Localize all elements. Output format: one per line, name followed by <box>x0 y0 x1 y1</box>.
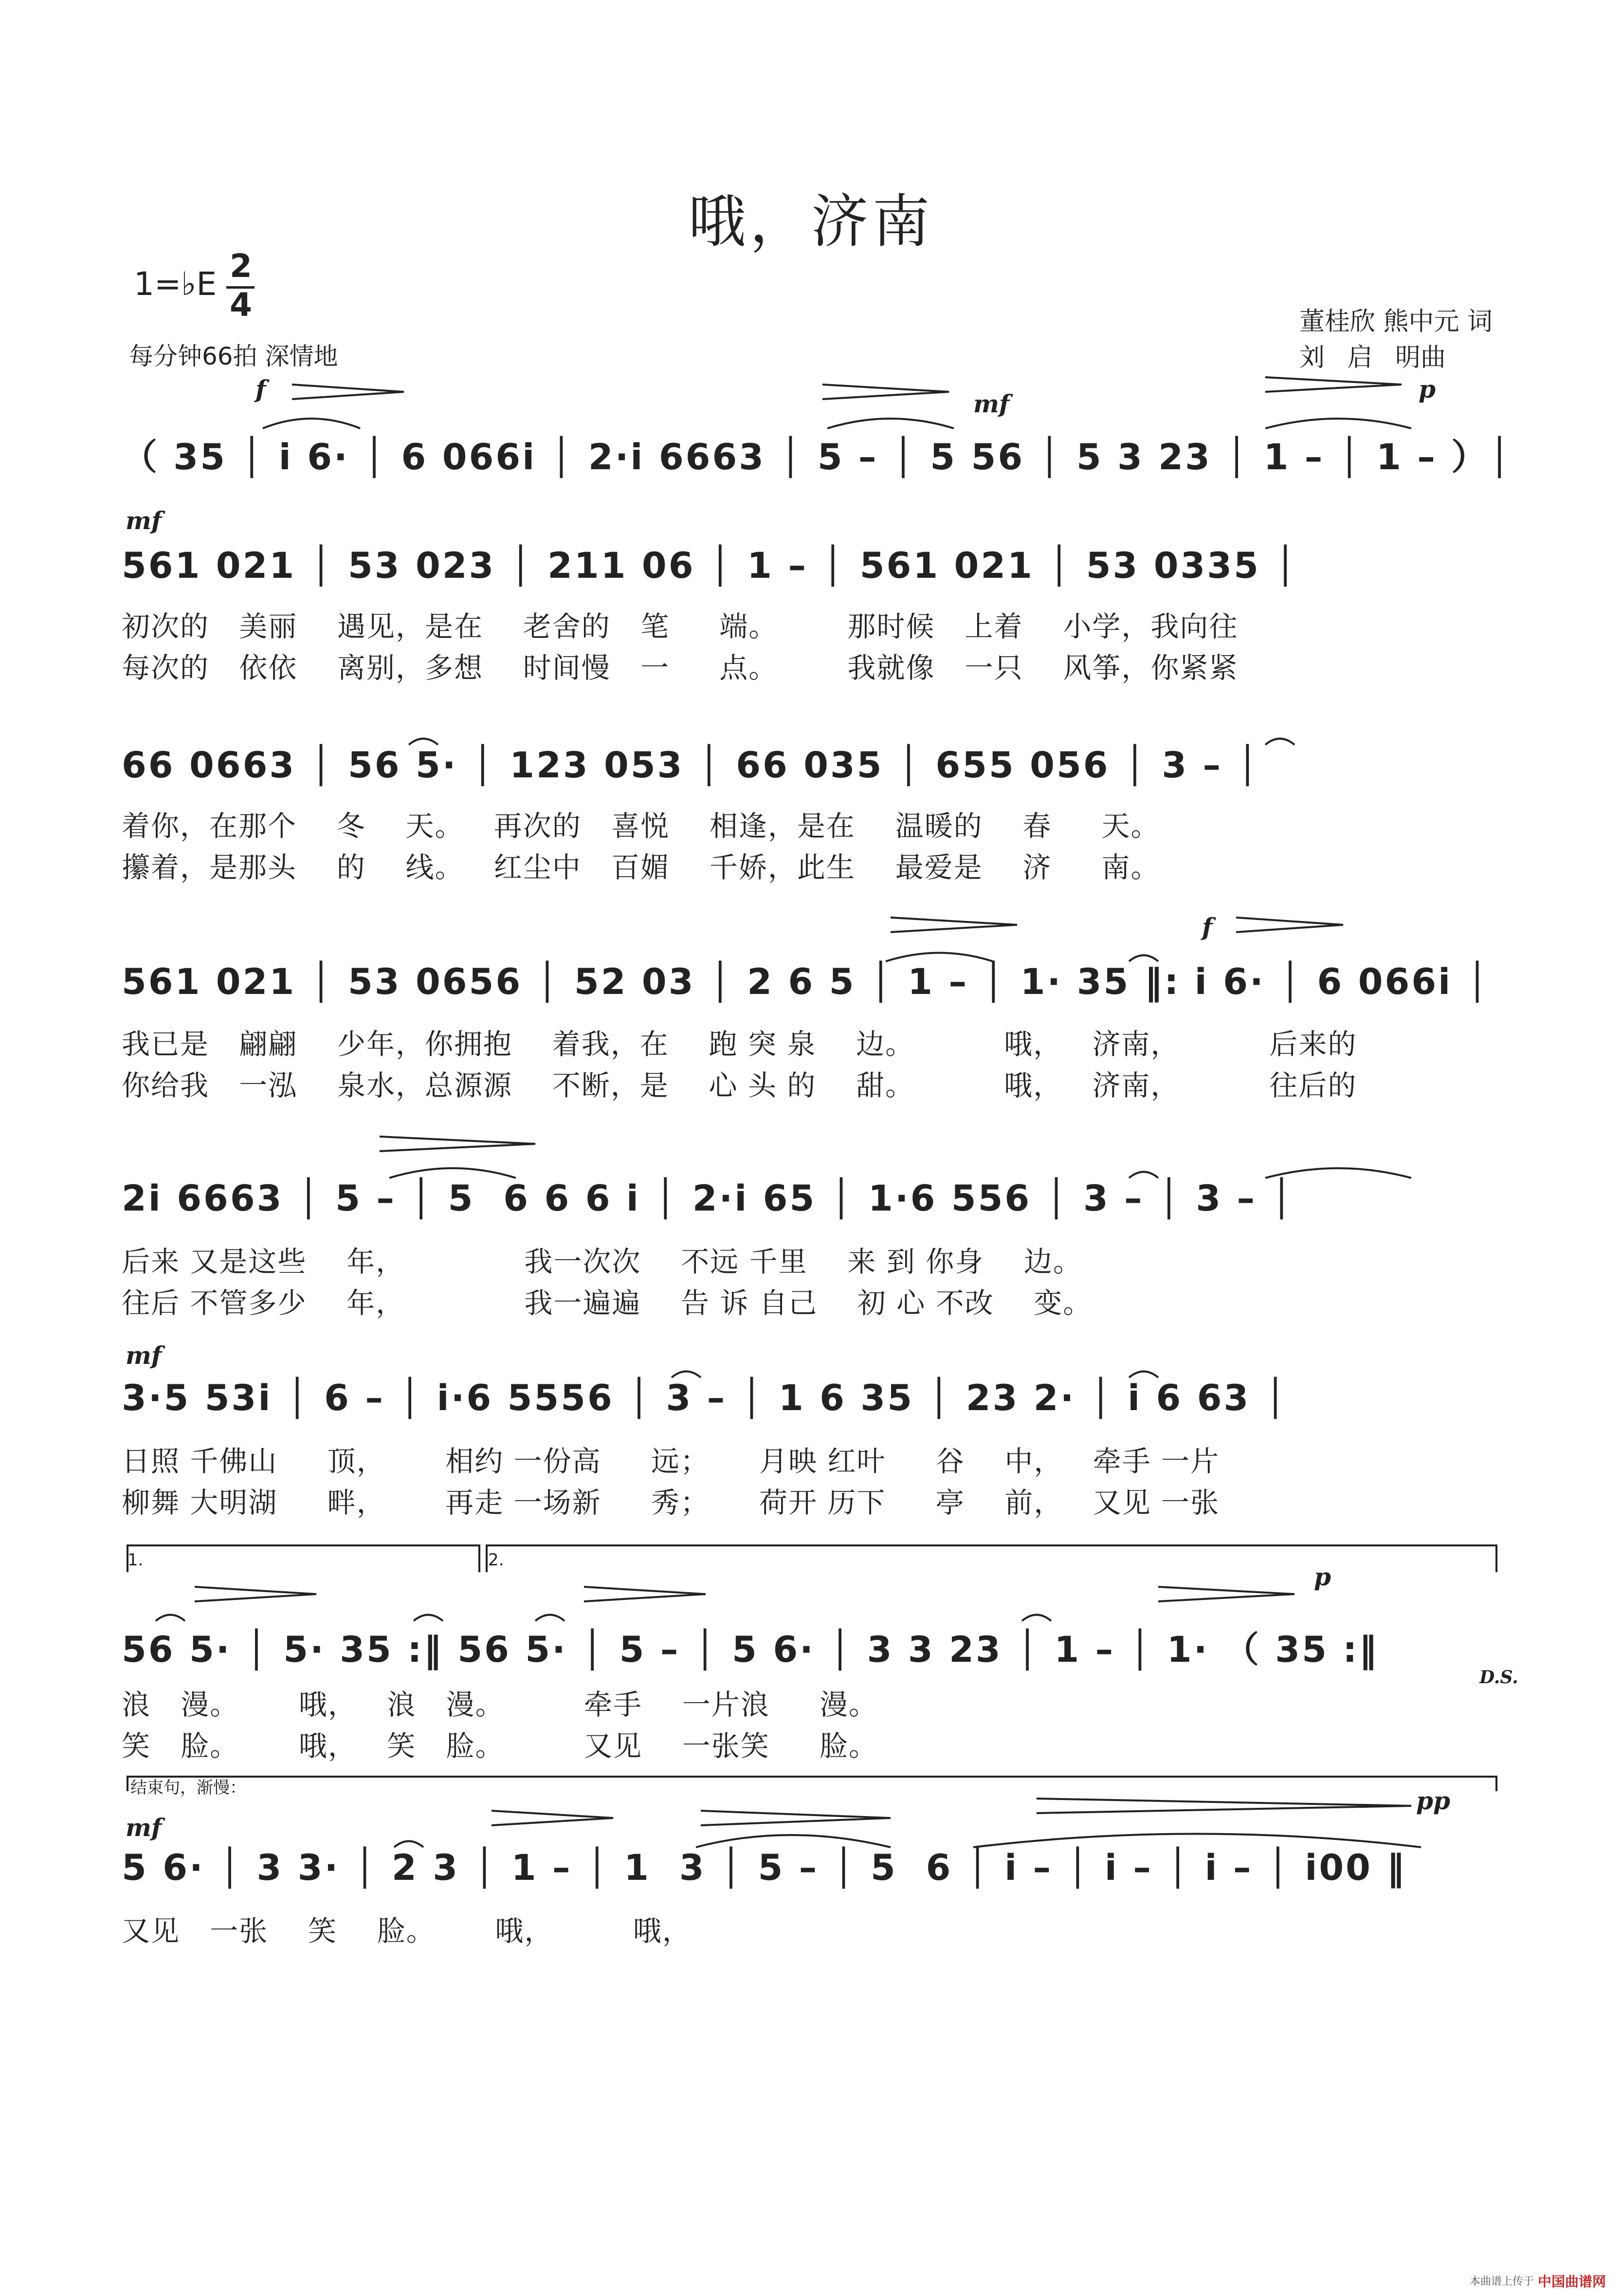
score-line-4: 561 021 │ 53 0656 │ 52 03 │ 2 6 5 │ 1 – │ 1· 35 ‖: i 6· │ 6 066i │ <box>122 961 1490 1003</box>
volta-first-label: 1. <box>128 1550 144 1570</box>
slur <box>1129 955 1158 962</box>
decrescendo-hairpin <box>1158 1587 1294 1601</box>
decrescendo-hairpin <box>1236 918 1343 932</box>
ds-marking: D.S. <box>1479 1667 1518 1688</box>
slur <box>263 419 360 428</box>
slur <box>1265 739 1294 745</box>
lyric-line-7-verse-2: 笑 脸。 哦， 笑 脸。 又见 一张笑 脸。 <box>122 1729 878 1763</box>
dynamic-marking: f <box>1202 913 1213 941</box>
slur <box>414 1615 443 1621</box>
dynamic-marking: mf <box>126 1341 162 1370</box>
slur <box>1265 419 1411 428</box>
slur <box>973 1834 1421 1848</box>
lyric-line-5-verse-1: 后来 又是这些 年， 我一次次 不远 千里 来 到 你身 边。 <box>122 1245 1082 1278</box>
decrescendo-hairpin <box>292 385 404 399</box>
footer-note: 本曲谱上传于 <box>1470 2276 1534 2288</box>
dynamic-marking: mf <box>126 506 162 535</box>
lyricist-credit: 董桂欣 熊中元 词 <box>1299 307 1493 336</box>
score-line-8: 5 6· │ 3 3· │ 2 3 │ 1 – │ 1 3 │ 5 – │ 5 6 │ i – │ i – │ i – │ i00 ‖ <box>122 1847 1406 1889</box>
dynamic-marking: mf <box>973 389 1010 418</box>
key-signature: 1=♭E <box>134 265 217 303</box>
dynamic-marking: mf <box>126 1813 162 1842</box>
time-signature-numerator: 2 <box>230 247 252 285</box>
decrescendo-hairpin <box>492 1811 613 1825</box>
volta-second-label: 2. <box>488 1550 504 1570</box>
lyric-line-2-verse-1: 初次的 美丽 遇见，是在 老舍的 笔 端。 那时候 上着 小学，我向往 <box>122 610 1239 643</box>
tempo-marking: 每分钟66拍 深情地 <box>129 342 338 370</box>
score-line-2: 561 021 │ 53 023 │ 211 06 │ 1 – │ 561 021 │ 53 0335 │ <box>122 545 1298 587</box>
page-title: 哦，济南 <box>688 188 934 255</box>
site-logo: 中国曲谱网 <box>1538 2274 1606 2290</box>
time-signature-denominator: 4 <box>230 286 252 324</box>
decrescendo-hairpin <box>822 385 949 399</box>
slur <box>1129 1372 1158 1378</box>
decrescendo-hairpin <box>195 1587 316 1601</box>
composer-credit: 刘 启 明曲 <box>1299 343 1446 372</box>
slur <box>886 953 993 962</box>
decrescendo-hairpin <box>584 1587 706 1601</box>
decrescendo-hairpin <box>891 918 1017 932</box>
lyric-line-4-verse-2: 你给我 一泓 泉水，总源源 不断，是 心 头 的 甜。 哦， 济南， 往后的 <box>122 1069 1357 1102</box>
score-line-5: 2i 6663 │ 5 – │ 5 6 6 6 i │ 2·i 65 │ 1·6 556 │ 3 – │ 3 – │ <box>122 1178 1294 1219</box>
score-line-7: 56 5· │ 5· 35 :‖ 56 5· │ 5 – │ 5 6· │ 3 3 23 │ 1 – │ 1· （ 35 :‖ <box>122 1629 1379 1671</box>
lyric-line-6-verse-1: 日照 千佛山 顶， 相约 一份高 远； 月映 红叶 谷 中， 牵手 一片 <box>122 1445 1220 1478</box>
dynamic-marking: pp <box>1416 1786 1450 1815</box>
dynamic-marking: f <box>255 375 266 404</box>
slur <box>389 1168 516 1178</box>
slur <box>1265 1168 1411 1178</box>
volta-second-bracket <box>487 1545 1496 1572</box>
lyric-line-3-verse-2: 攥着，是那头 的 线。 红尘中 百媚 千娇，此生 最爱是 济 南。 <box>122 851 1160 884</box>
lyric-line-5-verse-2: 往后 不管多少 年， 我一遍遍 告 诉 自己 初 心 不改 变。 <box>122 1286 1093 1320</box>
lyric-line-6-verse-2: 柳舞 大明湖 畔， 再走 一场新 秀； 荷开 历下 亭 前， 又见 一张 <box>122 1486 1220 1519</box>
volta-first-bracket <box>128 1545 479 1572</box>
slur <box>696 1835 891 1847</box>
slur <box>156 1615 185 1621</box>
slur <box>1129 1172 1158 1178</box>
slur <box>394 1841 423 1848</box>
slur <box>1022 1615 1051 1621</box>
lyric-line-4-verse-1: 我已是 翩翩 少年，你拥抱 着我，在 跑 突 泉 边。 哦， 济南， 后来的 <box>122 1028 1357 1061</box>
decrescendo-hairpin <box>1037 1799 1411 1813</box>
decrescendo-hairpin <box>701 1811 891 1825</box>
dynamic-marking: p <box>1419 375 1436 404</box>
lyric-line-2-verse-2: 每次的 依依 离别，多想 时间慢 一 点。 我就像 一只 风筝，你紧紧 <box>122 651 1239 684</box>
slur <box>409 739 438 745</box>
coda-instruction: 结束句，渐慢： <box>130 1778 246 1798</box>
slur <box>827 419 954 428</box>
score-line-1: （ 35 │ i 6· │ 6 066i │ 2·i 6663 │ 5 – │ 5 56 │ 5 3 23 │ 1 – │ 1 – ）│ <box>122 437 1513 478</box>
score-line-6: 3·5 53i │ 6 – │ i·6 5556 │ 3 – │ 1 6 35 │ 23 2· │ i 6 63 │ <box>122 1378 1288 1419</box>
lyric-line-3-verse-1: 着你，在那个 冬 天。 再次的 喜悦 相逢，是在 温暖的 春 天。 <box>122 809 1160 843</box>
score-line-3: 66 0663 │ 56 5· │ 123 053 │ 66 035 │ 655 056 │ 3 – │ <box>122 745 1260 786</box>
slur <box>672 1372 701 1378</box>
dynamic-marking: p <box>1314 1562 1331 1591</box>
crescendo-hairpin <box>1265 377 1402 392</box>
slur <box>535 1615 565 1621</box>
lyric-line-8-verse-1: 又见 一张 笑 脸。 哦， 哦， <box>122 1914 692 1947</box>
decrescendo-hairpin <box>380 1137 535 1151</box>
lyric-line-7-verse-1: 浪 漫。 哦， 浪 漫。 牵手 一片浪 漫。 <box>122 1688 878 1721</box>
coda-bracket <box>128 1777 1496 1791</box>
